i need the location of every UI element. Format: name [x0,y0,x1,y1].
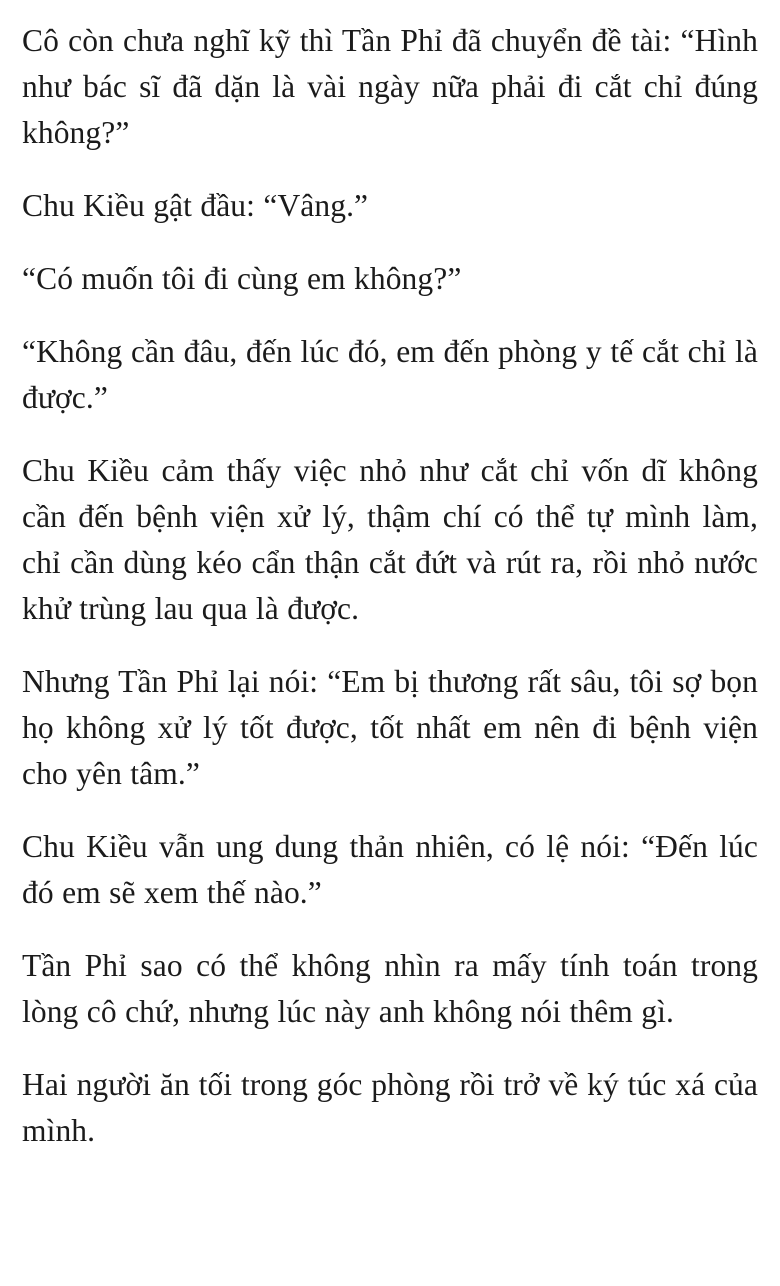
paragraph: Cô còn chưa nghĩ kỹ thì Tần Phỉ đã chuyển đề tài: “Hình như bác sĩ đã dặn là vài ngày nữa phải đi cắt chỉ đúng không?” [22,23,758,150]
paragraph: Tần Phỉ sao có thể không nhìn ra mấy tính toán trong lòng cô chứ, nhưng lúc này anh không nói thêm gì. [22,947,758,1029]
paragraph: “Có muốn tôi đi cùng em không?” [22,260,462,296]
paragraph: Hai người ăn tối trong góc phòng rồi trở về ký túc xá của mình. [22,1066,758,1148]
paragraph: Chu Kiều vẫn ung dung thản nhiên, có lệ nói: “Đến lúc đó em sẽ xem thế nào.” [22,828,758,910]
paragraph: Chu Kiều gật đầu: “Vâng.” [22,187,369,223]
paragraph: Chu Kiều cảm thấy việc nhỏ như cắt chỉ vốn dĩ không cần đến bệnh viện xử lý, thậm chí có thể tự mình làm, chỉ cần dùng kéo cẩn thận cắt đứt và rút ra, rồi nhỏ nước khử trùng lau qua là được. [22,452,758,626]
paragraph: Nhưng Tần Phỉ lại nói: “Em bị thương rất sâu, tôi sợ bọn họ không xử lý tốt được, tốt nhất em nên đi bệnh viện cho yên tâm.” [22,663,758,791]
chapter-text-container [22,18,758,1154]
paragraph: “Không cần đâu, đến lúc đó, em đến phòng y tế cắt chỉ là được.” [22,333,758,415]
